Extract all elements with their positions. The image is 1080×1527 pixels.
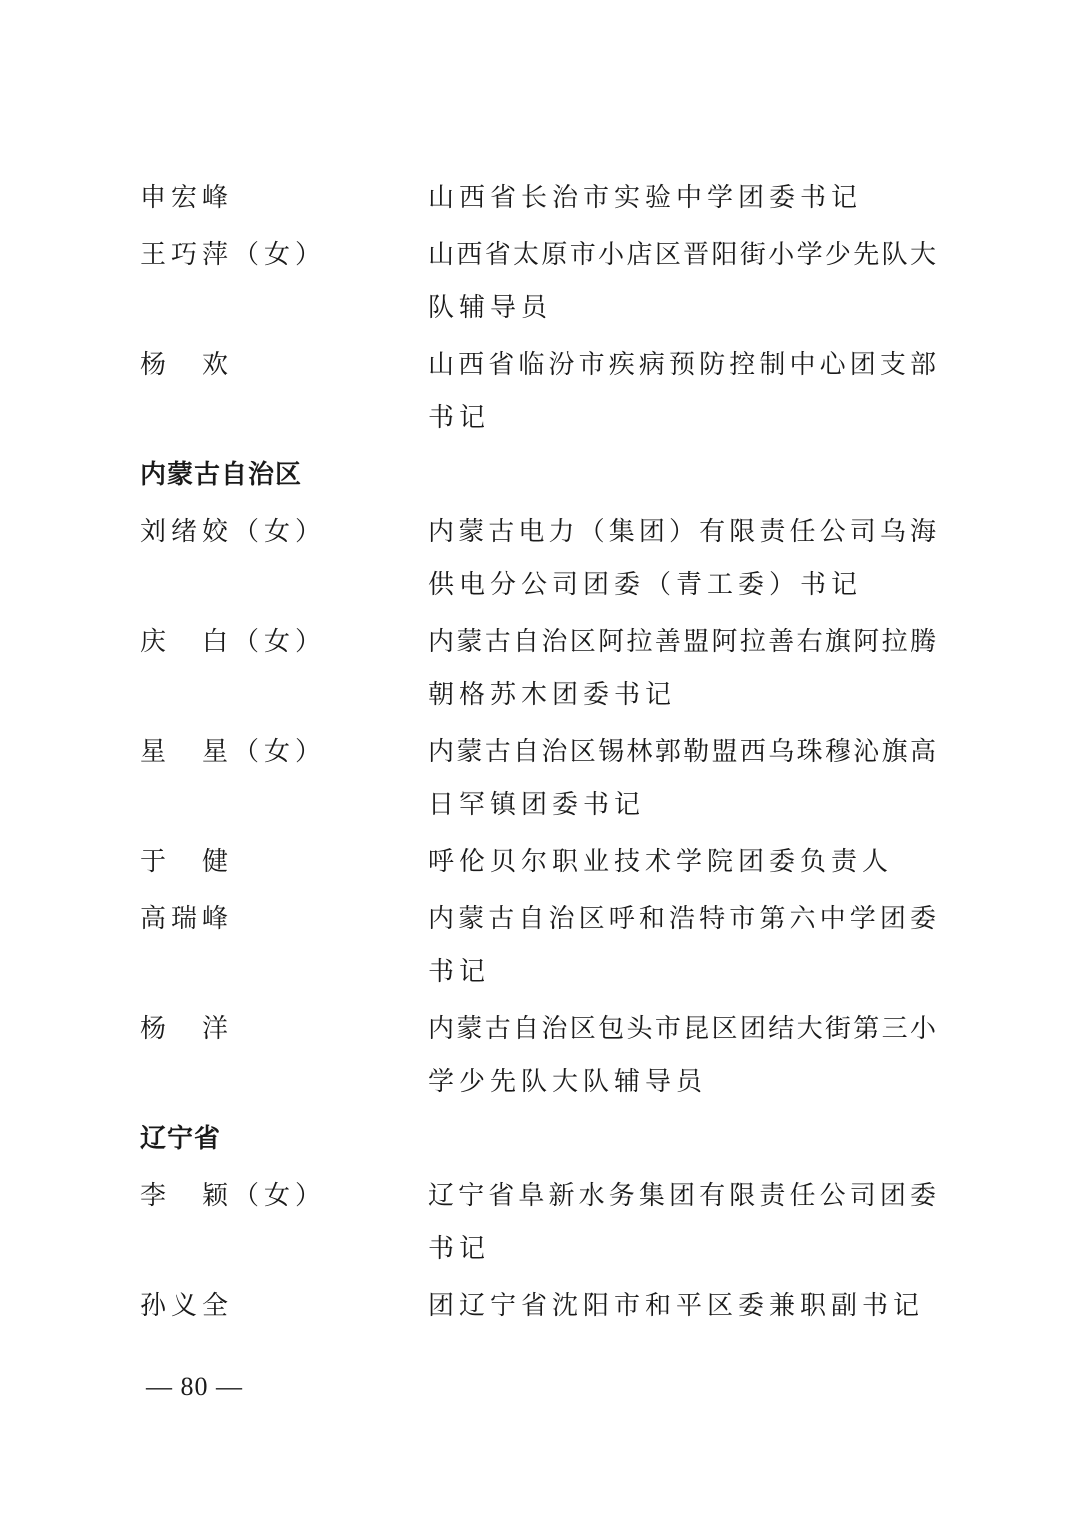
person-name: 刘绪姣（女） — [140, 517, 327, 547]
organization-title: 内蒙古自治区包头市昆区团结大街第三小 — [428, 1014, 936, 1044]
organization-title: 书记 — [428, 1234, 491, 1264]
organization-title: 内蒙古自治区阿拉善盟阿拉善右旗阿拉腾 — [428, 627, 936, 657]
person-name: 杨 欢 — [140, 350, 234, 380]
person-name: 孙义全 — [140, 1291, 234, 1321]
person-name: 王巧萍（女） — [140, 240, 327, 270]
person-name: 庆 白（女） — [140, 627, 327, 657]
person-name: 申宏峰 — [140, 183, 234, 213]
organization-title: 内蒙古自治区锡林郭勒盟西乌珠穆沁旗高 — [428, 737, 936, 767]
organization-title: 供电分公司团委（青工委）书记 — [428, 570, 863, 600]
organization-title: 队辅导员 — [428, 293, 553, 323]
person-name: 于 健 — [140, 847, 234, 877]
person-name: 李 颖（女） — [140, 1181, 327, 1211]
organization-title: 团辽宁省沈阳市和平区委兼职副书记 — [428, 1291, 925, 1321]
person-name: 高瑞峰 — [140, 904, 234, 934]
organization-title: 学少先队大队辅导员 — [428, 1067, 708, 1097]
organization-title: 书记 — [428, 403, 491, 433]
region-heading: 辽宁省 — [140, 1124, 222, 1154]
page-number: — 80 — — [146, 1372, 243, 1401]
organization-title: 内蒙古自治区呼和浩特市第六中学团委 — [428, 904, 936, 934]
person-name: 杨 洋 — [140, 1014, 234, 1044]
organization-title: 书记 — [428, 957, 491, 987]
organization-title: 朝格苏木团委书记 — [428, 680, 677, 710]
organization-title: 日罕镇团委书记 — [428, 790, 646, 820]
organization-title: 山西省临汾市疾病预防控制中心团支部 — [428, 350, 936, 380]
organization-title: 呼伦贝尔职业技术学院团委负责人 — [428, 847, 894, 877]
organization-title: 山西省长治市实验中学团委书记 — [428, 183, 863, 213]
organization-title: 辽宁省阜新水务集团有限责任公司团委 — [428, 1181, 936, 1211]
region-heading: 内蒙古自治区 — [140, 460, 303, 490]
organization-title: 山西省太原市小店区晋阳街小学少先队大 — [428, 240, 936, 270]
organization-title: 内蒙古电力（集团）有限责任公司乌海 — [428, 517, 936, 547]
person-name: 星 星（女） — [140, 737, 327, 767]
